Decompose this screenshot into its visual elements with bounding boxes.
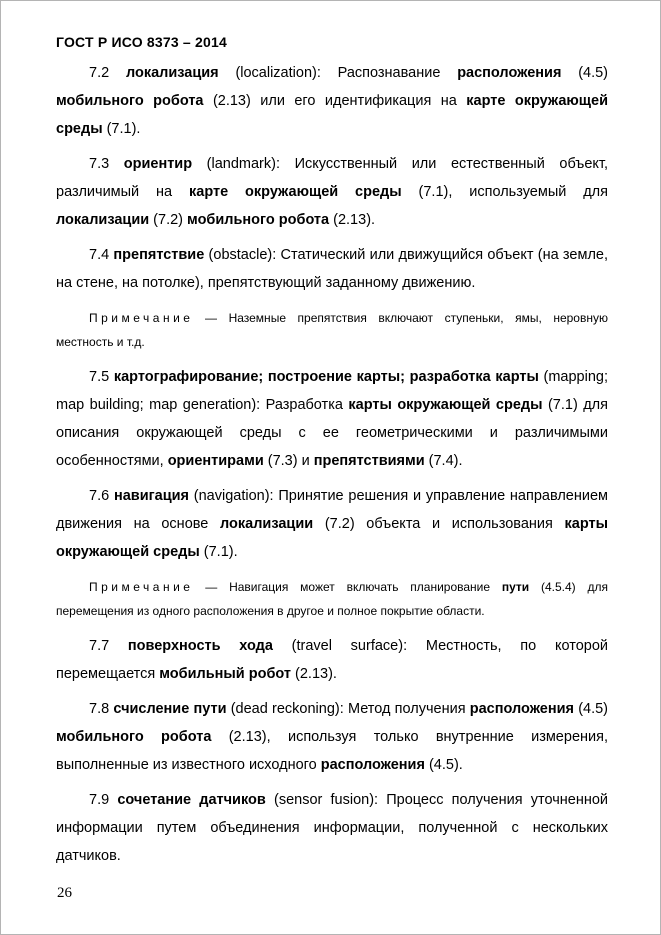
definition-blocks — [56, 59, 608, 870]
body-text: (dead reckoning): Метод получения — [226, 701, 470, 717]
term-bold-text: расположения — [457, 65, 562, 81]
term-bold-text: карты окружающей среды — [348, 397, 543, 413]
body-text: 7.3 — [89, 156, 124, 172]
definition-paragraph — [56, 786, 608, 870]
term-bold-text: поверхность хода — [127, 638, 273, 654]
note-paragraph — [56, 575, 608, 623]
term-bold-text: локализации — [56, 212, 150, 228]
body-text: (7.2) — [149, 212, 188, 228]
term-bold-text: пути — [501, 580, 530, 594]
term-bold-text: карты окружающей среды — [56, 516, 608, 560]
body-text: (landmark): Искусственный или естественный объект, различимый на — [56, 156, 608, 200]
page-number: 26 — [57, 885, 72, 901]
body-text: (4.5.4) для перемещения из одного расположения в другое и полное покрытие области. — [56, 580, 608, 618]
body-text: 7.6 — [89, 488, 114, 504]
body-text: (mapping; map building; map generation): Разработка — [56, 369, 609, 413]
body-text: Примечание — [89, 580, 194, 594]
definition-paragraph — [56, 59, 608, 143]
definition-paragraph — [56, 695, 608, 779]
body-text: (2.13) или его идентификация на — [203, 93, 467, 109]
body-text: (7.1). — [102, 121, 141, 137]
body-text: 7.9 — [89, 792, 118, 808]
term-bold-text: счисление пути — [113, 701, 227, 717]
body-text: (7.3) и — [263, 453, 314, 469]
term-bold-text: мобильного робота — [187, 212, 330, 228]
page-content — [1, 1, 660, 870]
body-text: 7.4 — [89, 247, 114, 263]
note-paragraph — [56, 306, 608, 354]
term-bold-text: мобильного робота — [56, 93, 204, 109]
body-text: 7.7 — [89, 638, 128, 654]
term-bold-text: препятствие — [113, 247, 205, 263]
term-bold-text: ориентир — [123, 156, 193, 172]
body-text: (2.13). — [329, 212, 376, 228]
term-bold-text: карте окружающей среды — [56, 93, 609, 137]
body-text: (travel surface): Местность, по которой перемещается — [56, 638, 608, 682]
term-bold-text: навигация — [113, 488, 189, 504]
body-text: 7.5 — [89, 369, 114, 385]
body-text: (7.2) объекта и использования — [313, 516, 565, 532]
body-text: (sensor fusion): Процесс получения уточненной информации путем объединения информации, полученной с нескольких датчиков. — [56, 792, 609, 864]
term-bold-text: мобильного робота — [56, 729, 212, 745]
definition-paragraph — [56, 482, 608, 566]
body-text: (7.4). — [424, 453, 463, 469]
body-text: (localization): Распознавание — [218, 65, 458, 81]
definition-paragraph — [56, 363, 608, 475]
body-text: 7.2 — [89, 65, 126, 81]
body-text: — Наземные препятствия включают ступеньки, ямы, неровную местность и т.д. — [56, 311, 608, 349]
term-bold-text: расположения — [320, 757, 425, 773]
body-text: (2.13). — [291, 666, 337, 682]
term-bold-text: ориентирами — [167, 453, 264, 469]
body-text: (4.5). — [424, 757, 463, 773]
body-text: (7.1) для описания окружающей среды с ее геометрическими и различимыми особенностями, — [56, 397, 608, 469]
definition-paragraph — [56, 632, 608, 688]
body-text: Примечание — [89, 311, 194, 325]
term-bold-text: картографирование; построение карты; разработка карты — [113, 369, 539, 385]
term-bold-text: сочетание датчиков — [117, 792, 266, 808]
term-bold-text: локализация — [125, 65, 219, 81]
body-text: (4.5) — [561, 65, 609, 81]
body-text: (2.13), используя только внутренние измерения, выполненные из известного исходного — [56, 729, 608, 773]
body-text: — Навигация может включать планирование — [193, 580, 502, 594]
body-text: (navigation): Принятие решения и управление направлением движения на основе — [56, 488, 609, 532]
definition-paragraph — [56, 241, 608, 297]
term-bold-text: препятствиями — [313, 453, 425, 469]
document-header: ГОСТ Р ИСО 8373 – 2014 — [56, 34, 227, 50]
body-text: (7.1). — [199, 544, 238, 560]
body-text: 7.8 — [89, 701, 114, 717]
term-bold-text: расположения — [469, 701, 574, 717]
body-text: (4.5) — [573, 701, 609, 717]
term-bold-text: мобильный робот — [159, 666, 292, 682]
term-bold-text: локализации — [220, 516, 314, 532]
definition-paragraph — [56, 150, 608, 234]
body-text: (7.1), используемый для — [401, 184, 608, 200]
body-text: (obstacle): Статический или движущийся объект (на земле, на стене, на потолке), препятствующий заданному движению. — [56, 247, 608, 291]
term-bold-text: карте окружающей среды — [189, 184, 402, 200]
